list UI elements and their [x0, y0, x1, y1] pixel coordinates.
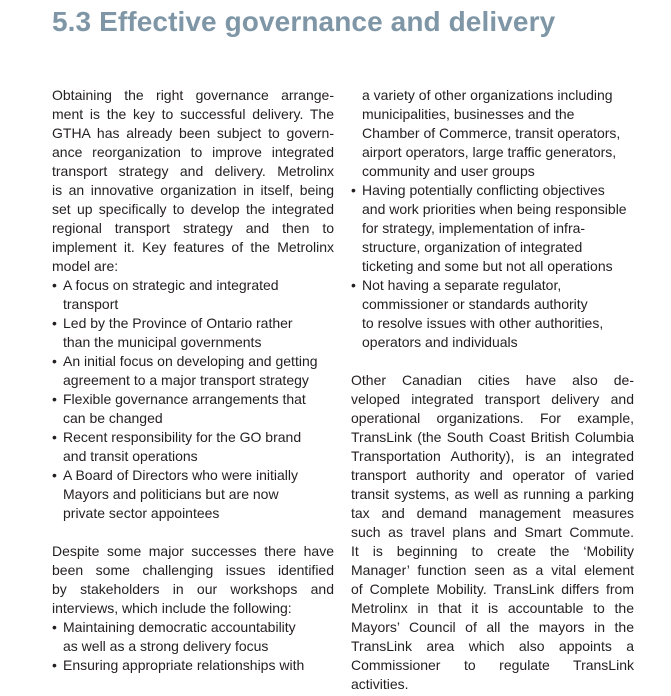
bullet-icon: • [351, 277, 356, 293]
list-item-text: as well as a strong delivery focus [63, 638, 269, 654]
text-line: interviews, which include the following: [52, 600, 292, 616]
text-line: set up specifically to develop the integrated [52, 201, 334, 217]
list-item-text: Flexible governance arrangements that [63, 391, 306, 407]
text-line: model are: [52, 258, 119, 274]
text-line: transit systems, as well as running a parking [351, 486, 634, 502]
text-line: Transportation Authority), is an integrated [351, 448, 634, 464]
text-line: such as travel plans and Smart Commute. [351, 524, 634, 540]
right-column [351, 86, 634, 692]
list-item-text: for strategy, implementation of infra- [362, 220, 586, 236]
bullet-icon: • [52, 657, 57, 673]
list-item-text: Led by the Province of Ontario rather [63, 315, 293, 331]
despite-paragraph [52, 542, 334, 618]
list-item [52, 466, 334, 523]
list-item-text: structure, organization of integrated [362, 239, 583, 255]
bullet-icon: • [52, 315, 57, 331]
issues-list [52, 618, 334, 675]
list-item-text: municipalities, businesses and the [362, 106, 575, 122]
text-line: transport authority and operator of varied [351, 467, 634, 483]
list-item-text: Not having a separate regulator, [362, 277, 562, 293]
list-item-text: An initial focus on developing and getting [63, 353, 318, 369]
list-item [52, 390, 334, 428]
paragraph-spacer [351, 352, 634, 371]
bullet-icon: • [52, 467, 57, 483]
list-item-text: Mayors and politicians but are now [63, 486, 279, 502]
list-item-text: commissioner or standards authority [362, 296, 588, 312]
text-line: by stakeholders in our workshops and [52, 581, 334, 597]
list-item [52, 656, 334, 675]
list-item [52, 314, 334, 352]
text-line: veloped integrated transport delivery and [351, 391, 634, 407]
text-line: implement it. Key features of the Metrolinx [52, 239, 334, 255]
list-item-text: than the municipal governments [63, 334, 262, 350]
list-item-text: Ensuring appropriate relationships with [63, 657, 305, 673]
list-item-text: agreement to a major transport strategy [63, 372, 309, 388]
list-item-text: can be changed [63, 410, 163, 426]
issues-list-continued [351, 86, 634, 352]
text-line: Metrolinx in that it is accountable to the [351, 600, 634, 616]
section-heading: 5.3 Effective governance and delivery [52, 6, 556, 37]
list-item-text: and work priorities when being responsible [362, 201, 627, 217]
bullet-icon: • [52, 277, 57, 293]
other-cities-paragraph [351, 371, 634, 692]
paragraph-spacer [52, 523, 334, 542]
list-item-text: a variety of other organizations including [362, 87, 613, 103]
list-item-text: and transit operations [63, 448, 198, 464]
text-line: TransLink area which also appoints a [351, 638, 634, 654]
list-item [52, 276, 334, 314]
text-line: Commissioner to regulate TransLink activities. [351, 657, 634, 692]
list-item [52, 618, 334, 656]
text-line: Manager’ function seen as a vital element [351, 562, 634, 578]
list-item-text: A Board of Directors who were initially [63, 467, 298, 483]
text-line: Obtaining the right governance arrange- [52, 87, 334, 103]
list-item-text: Recent responsibility for the GO brand [63, 429, 302, 445]
text-line: GTHA has already been subject to govern- [52, 125, 334, 141]
bullet-icon: • [52, 619, 57, 635]
text-line: Despite some major successes there have [52, 543, 334, 559]
text-line: ance reorganization to improve integrated [52, 144, 334, 160]
list-item-text: Maintaining democratic accountability [63, 619, 296, 635]
list-item-text: ticketing and some but not all operations [362, 258, 613, 274]
list-item-text: Chamber of Commerce, transit operators, [362, 125, 621, 141]
text-line: transport strategy and delivery. Metrolinx [52, 163, 334, 179]
text-line: tax and demand management measures [351, 505, 634, 521]
text-line: regional transport strategy and then to [52, 220, 334, 236]
list-item-text: to resolve issues with other authorities, [362, 315, 604, 331]
list-item-text: operators and individuals [362, 334, 518, 350]
list-item-text: transport [63, 296, 119, 312]
features-list [52, 276, 334, 523]
intro-paragraph [52, 86, 334, 276]
bullet-icon: • [52, 391, 57, 407]
list-item [351, 181, 634, 276]
text-line: of Complete Mobility. TransLink differs from [351, 581, 634, 597]
text-line: TransLink (the South Coast British Columbia [351, 429, 634, 445]
list-item-text: airport operators, large traffic generators, [362, 144, 617, 160]
list-item-text: A focus on strategic and integrated [63, 277, 279, 293]
text-line: is an innovative organization in itself, being [52, 182, 334, 198]
text-line: been some challenging issues identified [52, 562, 334, 578]
bullet-icon: • [351, 182, 356, 198]
text-line: operational organizations. For example, [351, 410, 634, 426]
text-line: ment is the key to successful delivery. The [52, 106, 334, 122]
list-item-text: private sector appointees [63, 505, 220, 521]
list-item-text: Having potentially conflicting objectives [362, 182, 605, 198]
left-column [52, 86, 334, 675]
list-item [351, 276, 634, 352]
text-line: Other Canadian cities have also de- [351, 372, 634, 388]
text-line: It is beginning to create the ‘Mobility [351, 543, 634, 559]
list-item-text: community and user groups [362, 163, 535, 179]
bullet-icon: • [52, 429, 57, 445]
text-line: Mayors’ Council of all the mayors in the [351, 619, 634, 635]
bullet-icon: • [52, 353, 57, 369]
list-item [52, 352, 334, 390]
list-item [52, 428, 334, 466]
